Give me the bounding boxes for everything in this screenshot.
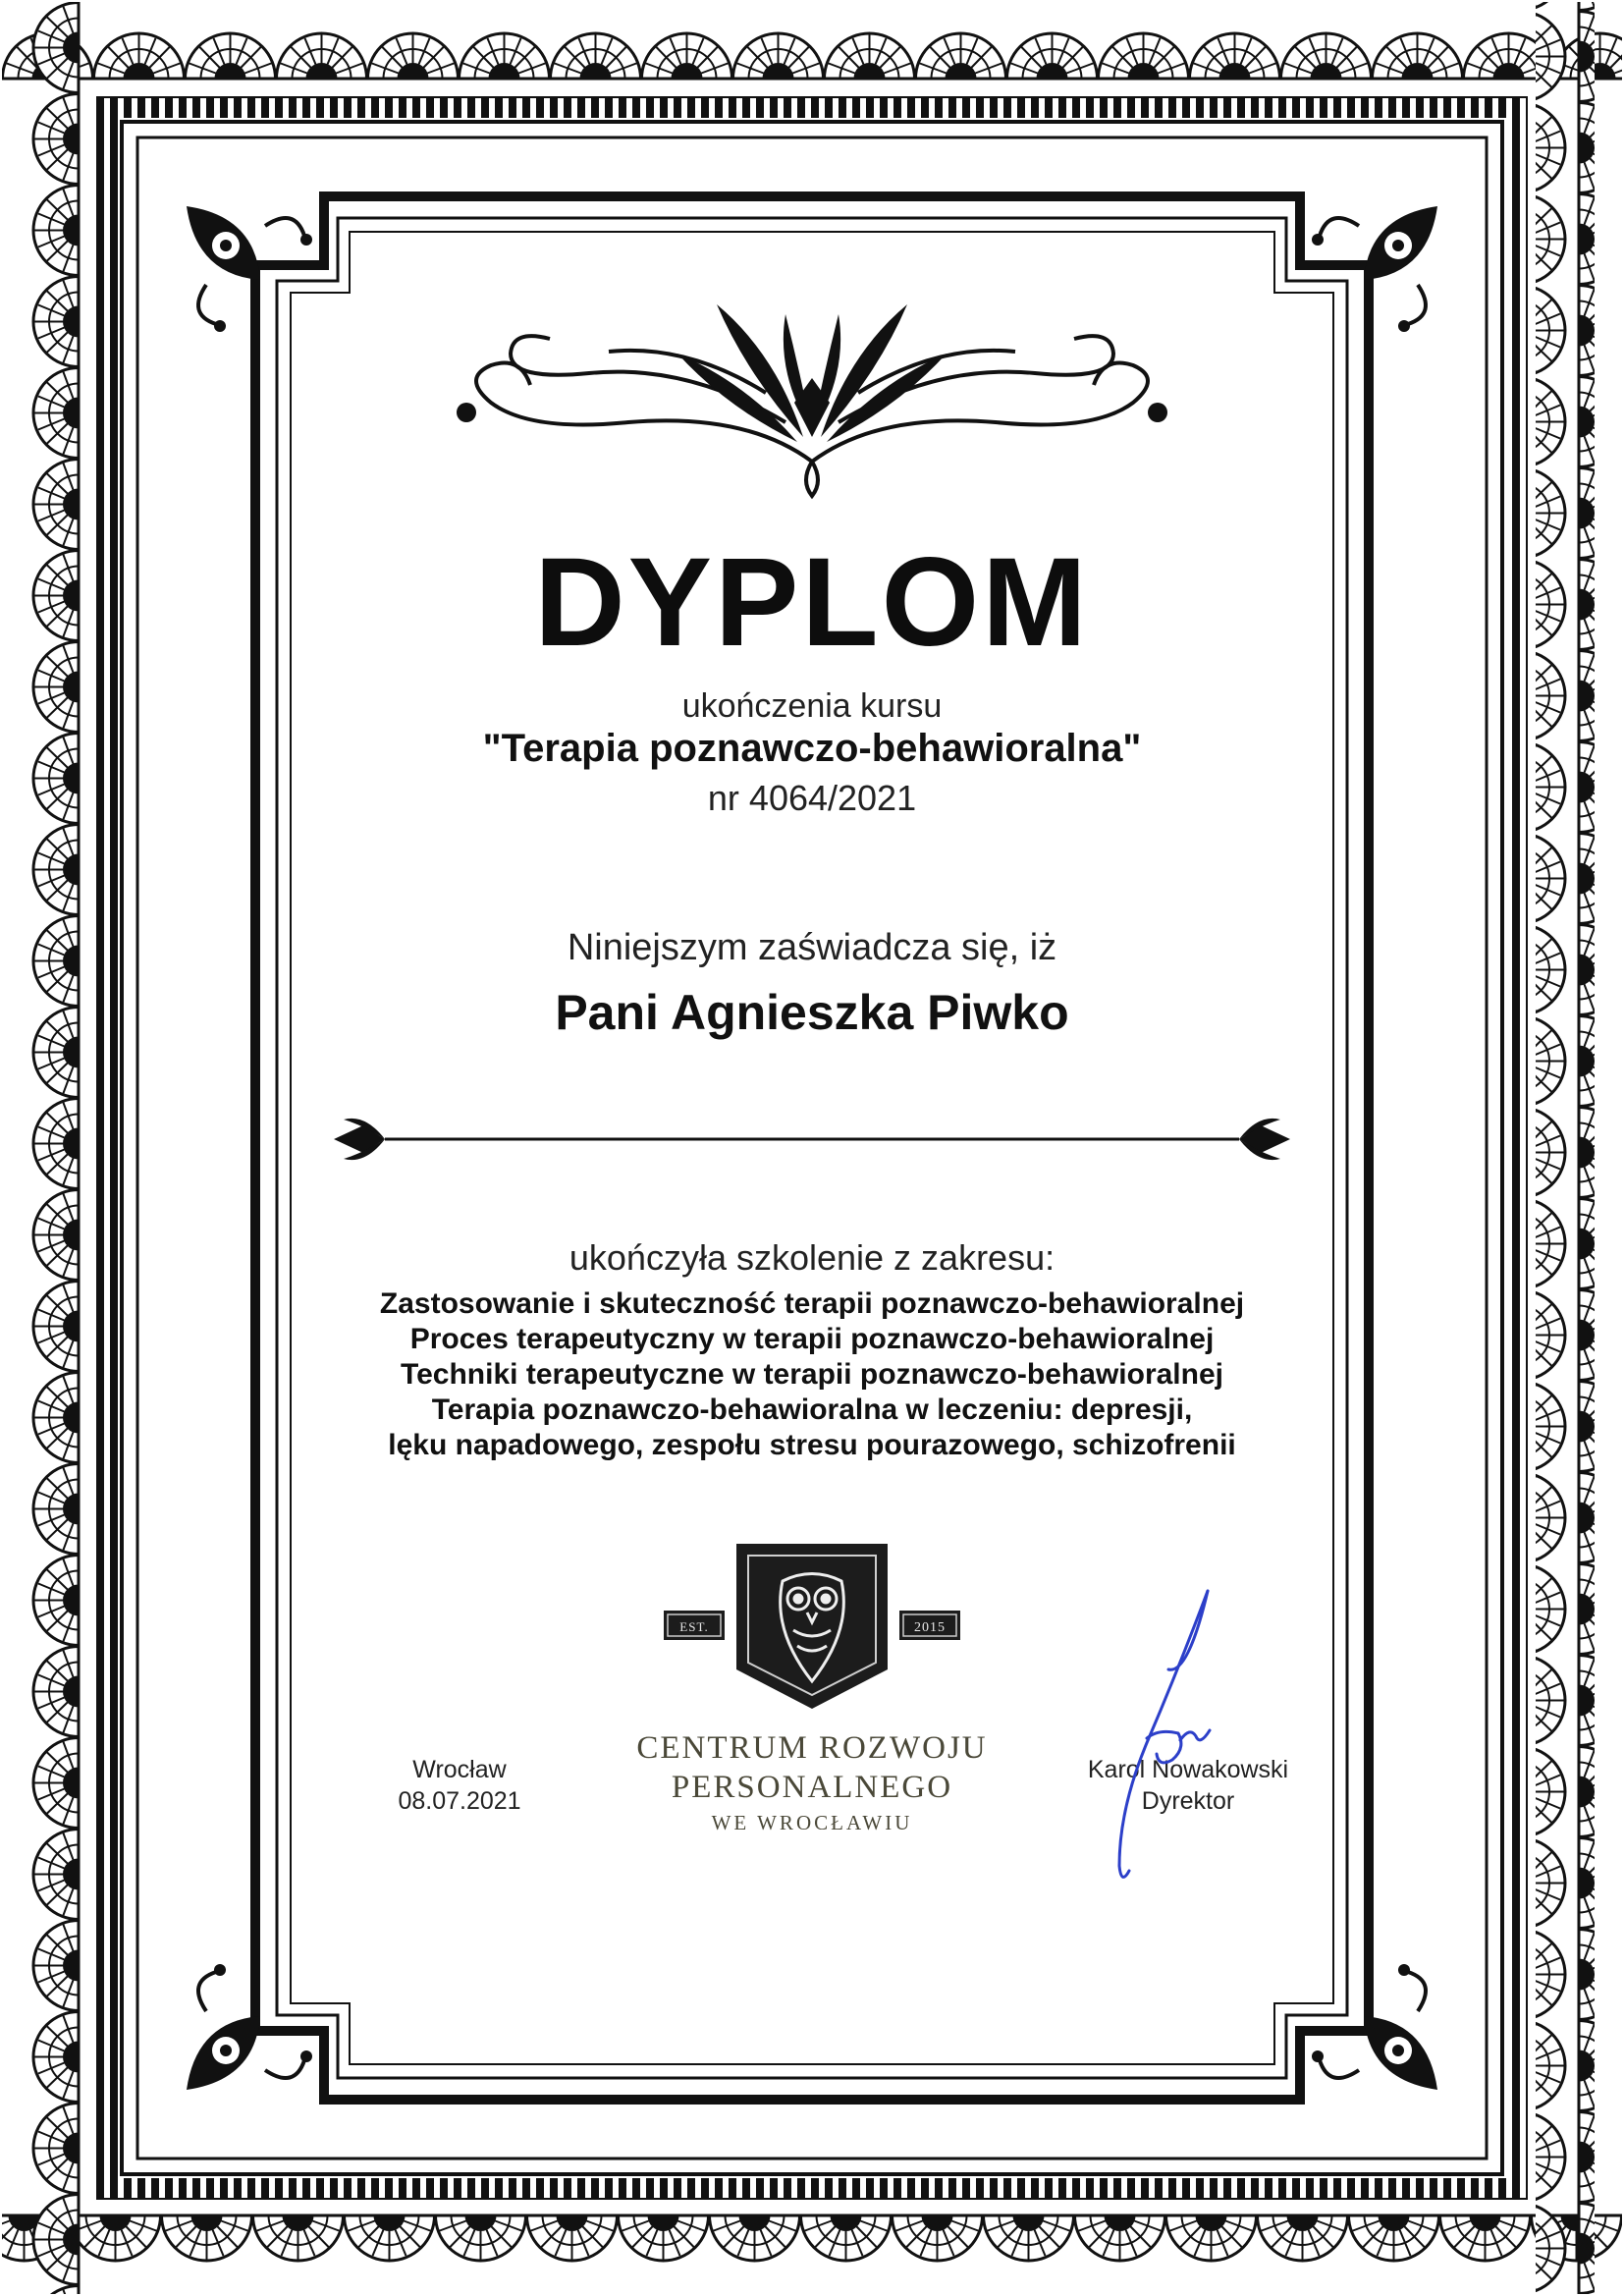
topic-item: Zastosowanie i skuteczność terapii poznawczo-behawioralnej <box>379 1287 1245 1320</box>
topic-item: Proces terapeutyczny w terapii poznawczo-behawioralnej <box>409 1323 1215 1355</box>
logo-badge-est: EST. <box>679 1619 709 1634</box>
diploma-title: DYPLOM <box>534 532 1090 673</box>
logo-name-line2: PERSONALNEGO <box>671 1770 953 1805</box>
course-title: "Terapia poznawczo-behawioralna" <box>482 727 1142 770</box>
certificate-number: nr 4064/2021 <box>707 778 917 818</box>
logo-badge-year: 2015 <box>914 1620 946 1635</box>
topic-item: Terapia poznawczo-behawioralna w leczeniu: depresji, <box>431 1394 1193 1426</box>
issue-date: 08.07.2021 <box>398 1787 521 1815</box>
signer-role: Dyrektor <box>1141 1787 1235 1815</box>
topic-item: lęku napadowego, zespołu stresu pourazowego, schizofrenii <box>388 1429 1236 1461</box>
recipient-name: Pani Agnieszka Piwko <box>555 985 1069 1040</box>
logo-name-line1: CENTRUM ROZWOJU <box>636 1730 988 1766</box>
topic-item: Techniki terapeutyczne w terapii poznawczo-behawioralnej <box>401 1358 1223 1391</box>
signer-name: Karol Nowakowski <box>1087 1756 1289 1783</box>
logo-name-line3: WE WROCŁAWIU <box>711 1811 913 1834</box>
intro-text: Niniejszym zaświadcza się, iż <box>567 927 1057 968</box>
diploma-subtitle: ukończenia kursu <box>681 687 943 725</box>
completed-text: ukończyła szkolenie z zakresu: <box>568 1237 1056 1278</box>
place: Wrocław <box>412 1756 507 1783</box>
